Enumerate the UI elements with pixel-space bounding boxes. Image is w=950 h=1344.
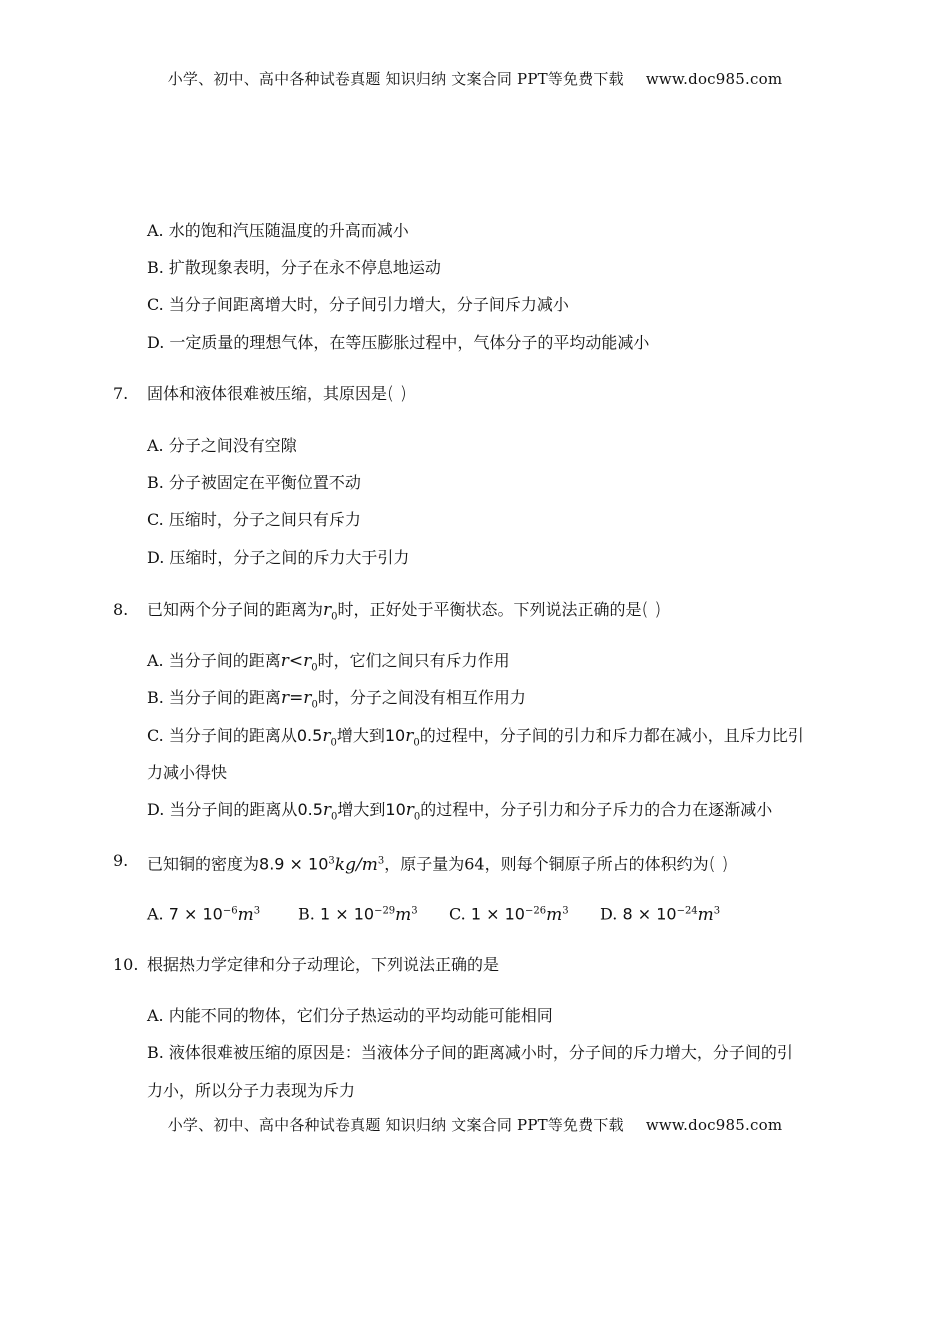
unit-m3: $m^3$ xyxy=(546,904,569,925)
math-coef: 0.5 xyxy=(296,726,323,745)
q9-option-a xyxy=(147,900,260,926)
option-label: C. xyxy=(449,904,466,924)
math-coef: 0.5 xyxy=(297,800,323,819)
footer-text: 小学、初中、高中各种试卷真题 知识归纳 文案合同 PPT等免费下载 xyxy=(167,1116,624,1134)
q7-option-b: B. 分子被固定在平衡位置不动 xyxy=(147,473,361,492)
q8-option-c-part: 的过程中，分子间的引力和斥力都在减小，且斥力比引 xyxy=(419,726,804,745)
q7-option-d: D. 压缩时，分子之间的斥力大于引力 xyxy=(147,548,410,567)
option-label: D. xyxy=(600,904,618,924)
answer-paren: ( ) xyxy=(387,383,407,404)
q7-stem-text: 固体和液体很难被压缩，其原因是 xyxy=(147,384,388,403)
math-coef: 10 xyxy=(385,800,406,819)
q9-density: 8.9 × 10 xyxy=(259,854,329,874)
option-exp: −29 xyxy=(374,905,396,917)
q10-option-b-cont: 力小，所以分子力表现为斥力 xyxy=(147,1081,356,1100)
q8-option-b-part: 时，分子之间没有相互作用力 xyxy=(317,688,526,707)
q9-stem xyxy=(147,850,728,876)
q10-option-b: B. 液体很难被压缩的原因是：当液体分子间的距离减小时，分子间的斥力增大，分子间的引 xyxy=(147,1043,793,1062)
q10-option-a: A. 内能不同的物体，它们分子热运动的平均动能可能相同 xyxy=(147,1006,553,1025)
q7-number: 7. xyxy=(113,384,129,403)
math-r0: $r_0$ xyxy=(322,800,338,823)
header-text: 小学、初中、高中各种试卷真题 知识归纳 文案合同 PPT等免费下载 xyxy=(167,70,624,88)
q7-stem xyxy=(147,383,407,405)
option-exp: −24 xyxy=(676,905,698,917)
unit-m3: $m^3$ xyxy=(395,904,418,925)
option-coef: 1 × 10 xyxy=(319,904,375,924)
q8-option-b xyxy=(147,687,526,716)
unit-kg: kg xyxy=(334,854,356,875)
q9-unit: $kg/m^3$ xyxy=(334,854,385,875)
answer-paren: ( ) xyxy=(708,853,729,875)
q8-option-c-part: 增大到 xyxy=(336,726,385,745)
math-r-eq-r0: $r=r_0$ xyxy=(280,688,318,711)
page-header xyxy=(0,68,950,89)
q6-option-d: D. 一定质量的理想气体，在等压膨胀过程中，气体分子的平均动能减小 xyxy=(147,333,650,352)
math-r0: $r_0$ xyxy=(405,800,421,823)
q8-option-a xyxy=(147,650,510,679)
q8-option-b-part: B. 当分子间的距离 xyxy=(147,688,281,707)
option-label: A. xyxy=(147,904,164,924)
footer-url: www.doc985.com xyxy=(645,1116,783,1134)
q8-option-a-part: 时，它们之间只有斥力作用 xyxy=(317,651,510,670)
q9-option-c xyxy=(449,900,569,926)
q7-option-c: C. 压缩时，分子之间只有斥力 xyxy=(147,510,361,529)
q9-option-b xyxy=(298,900,418,926)
option-exp: −6 xyxy=(222,905,238,917)
q8-option-c-part: C. 当分子间的距离从 xyxy=(147,726,297,745)
q8-stem-part: 时，正好处于平衡状态。下列说法正确的是 xyxy=(337,600,642,619)
q8-stem-part: 已知两个分子间的距离为 xyxy=(147,600,324,619)
q8-option-d-part: 增大到 xyxy=(337,800,386,819)
unit-m: m xyxy=(361,854,378,875)
q9-density-exp: 3 xyxy=(328,855,335,867)
answer-paren: ( ) xyxy=(641,599,662,620)
q10-stem: 根据热力学定律和分子动理论，下列说法正确的是 xyxy=(147,955,500,974)
header-url: www.doc985.com xyxy=(645,70,783,88)
q8-option-c xyxy=(147,725,804,754)
option-coef: 1 × 10 xyxy=(470,904,525,924)
q10-number: 10. xyxy=(113,955,139,974)
option-coef: 8 × 10 xyxy=(622,904,677,924)
q9-stem-part: 已知铜的密度为 xyxy=(147,854,260,874)
math-coef: 10 xyxy=(384,726,406,745)
q8-stem xyxy=(147,599,661,628)
option-exp: −26 xyxy=(524,905,547,917)
math-r-lt-r0: $r<r_0$ xyxy=(280,651,318,674)
q6-option-b: B. 扩散现象表明，分子在永不停息地运动 xyxy=(147,258,441,277)
q7-option-a: A. 分子之间没有空隙 xyxy=(147,436,297,455)
q8-number: 8. xyxy=(113,600,129,619)
q8-option-d xyxy=(147,799,772,828)
q8-option-a-part: A. 当分子间的距离 xyxy=(147,651,281,670)
q6-option-c: C. 当分子间距离增大时，分子间引力增大，分子间斥力减小 xyxy=(147,295,569,314)
q8-option-d-part: 的过程中，分子引力和分子斥力的合力在逐渐减小 xyxy=(420,800,773,819)
q8-option-c-cont: 力减小得快 xyxy=(147,763,228,782)
math-r0: $r_0$ xyxy=(322,726,337,749)
unit-m3: $m^3$ xyxy=(237,904,261,925)
unit-m3: $m^3$ xyxy=(697,904,721,925)
math-r0: $r_0$ xyxy=(323,600,338,623)
q8-option-d-part: D. 当分子间的距离从 xyxy=(147,800,298,819)
q9-option-d xyxy=(600,900,720,926)
page-footer xyxy=(0,1114,950,1135)
q9-number: 9. xyxy=(113,851,129,870)
q9-stem-part: ，原子量为64，则每个铜原子所占的体积约为 xyxy=(384,854,709,874)
math-r0: $r_0$ xyxy=(405,726,420,749)
q6-option-a: A. 水的饱和汽压随温度的升高而减小 xyxy=(147,221,409,240)
unit-exp: 3 xyxy=(377,855,385,866)
option-coef: 7 × 10 xyxy=(168,904,223,924)
option-label: B. xyxy=(298,904,315,924)
